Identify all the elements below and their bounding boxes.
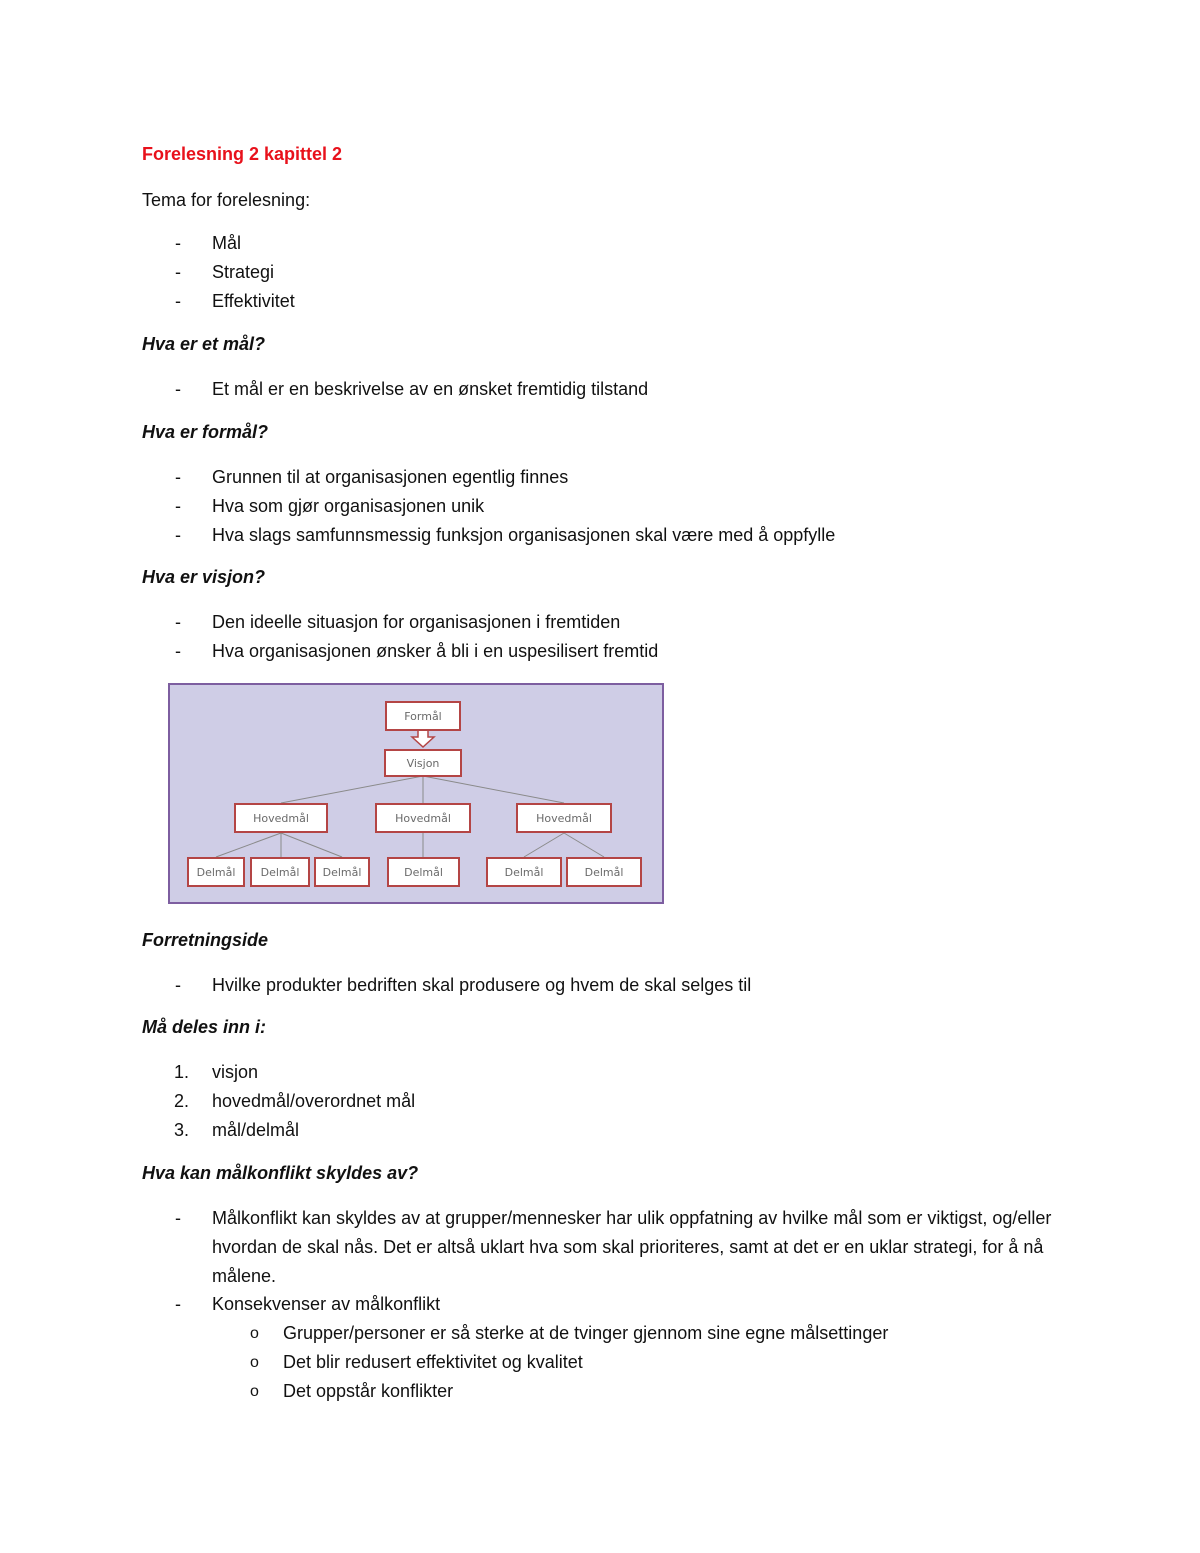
diagram-box-visjon: Visjon [384,749,462,777]
page-title: Forelesning 2 kapittel 2 [142,144,343,164]
intro-label: Tema for forelesning: [142,190,311,210]
diagram-box-delmaal: Delmål [314,857,370,887]
section-heading: Hva kan målkonflikt skyldes av? [142,1163,419,1183]
diagram-box-hovedmaal: Hovedmål [234,803,328,833]
diagram-box-formaal: Formål [385,701,461,731]
section-heading: Hva er formål? [142,422,269,442]
section-heading: Må deles inn i: [142,1017,267,1037]
down-arrow-icon [412,729,434,747]
diagram-box-delmaal: Delmål [566,857,642,887]
goal-hierarchy-diagram [168,683,664,904]
diagram-box-hovedmaal: Hovedmål [516,803,612,833]
diagram-box-hovedmaal: Hovedmål [375,803,471,833]
diagram-box-delmaal: Delmål [486,857,562,887]
section-heading: Hva er visjon? [142,567,266,587]
section-heading: Forretningside [142,930,269,950]
diagram-box-delmaal: Delmål [187,857,245,887]
section-heading: Hva er et mål? [142,334,266,354]
diagram-box-delmaal: Delmål [387,857,460,887]
diagram-box-delmaal: Delmål [250,857,310,887]
